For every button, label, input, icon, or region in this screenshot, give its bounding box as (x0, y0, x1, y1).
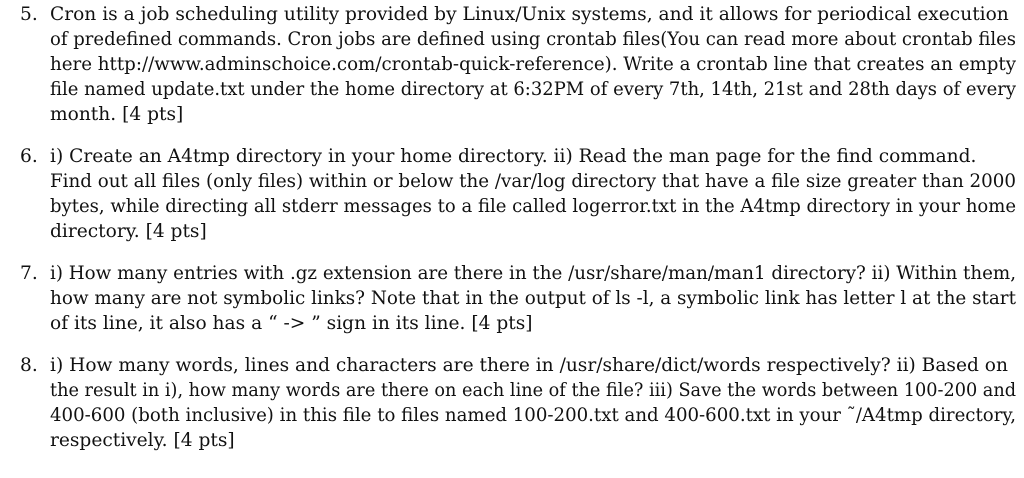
question-text-line: i) Create an A4tmp directory in your home directory. ii) Read the man page for the find command. (50, 146, 977, 167)
question-text-line: here http://www.adminschoice.com/crontab-quick-reference). Write a crontab line that creates an empty (50, 54, 1017, 75)
question-text-line: directory. [4 pts] (50, 221, 207, 242)
question-text-line: of its line, it also has a “ -> ” sign in its line. [4 pts] (50, 313, 533, 334)
question-text-line: i) How many words, lines and characters are there in /usr/share/dict/words respectively? ii) Based on (50, 355, 1008, 376)
question-text-line: respectively. [4 pts] (50, 430, 235, 451)
question-number: 8. (20, 355, 38, 376)
question-text-line: the result in i), how many words are there on each line of the file? iii) Save the words between 100-200 and (50, 380, 1017, 401)
question-text-line: 400-600 (both inclusive) in this file to files named 100-200.txt and 400-600.txt in your ˜/A4tmp directory, (50, 405, 1016, 426)
question-text-line: i) How many entries with .gz extension are there in the /usr/share/man/man1 directory? ii) Within them, (50, 263, 1017, 284)
question-text-line: file named update.txt under the home directory at 6:32PM of every 7th, 14th, 21st and 28th days of every (50, 79, 1017, 100)
question-text-line: month. [4 pts] (50, 104, 184, 125)
question-text-line: Cron is a job scheduling utility provided by Linux/Unix systems, and it allows for periodical execution (50, 4, 1009, 25)
question-text-line: Find out all files (only files) within or below the /var/log directory that have a file size greater than 2000 (50, 171, 1017, 192)
question-number: 5. (20, 4, 38, 25)
question-text-line: bytes, while directing all stderr messages to a file called logerror.txt in the A4tmp directory in your home (50, 196, 1017, 217)
question-text-line: of predefined commands. Cron jobs are defined using crontab files(You can read more about crontab files (50, 29, 1017, 50)
question-number: 7. (20, 263, 38, 284)
question-number: 6. (20, 146, 38, 167)
question-text-line: how many are not symbolic links? Note that in the output of ls -l, a symbolic link has letter l at the start (50, 288, 1016, 309)
